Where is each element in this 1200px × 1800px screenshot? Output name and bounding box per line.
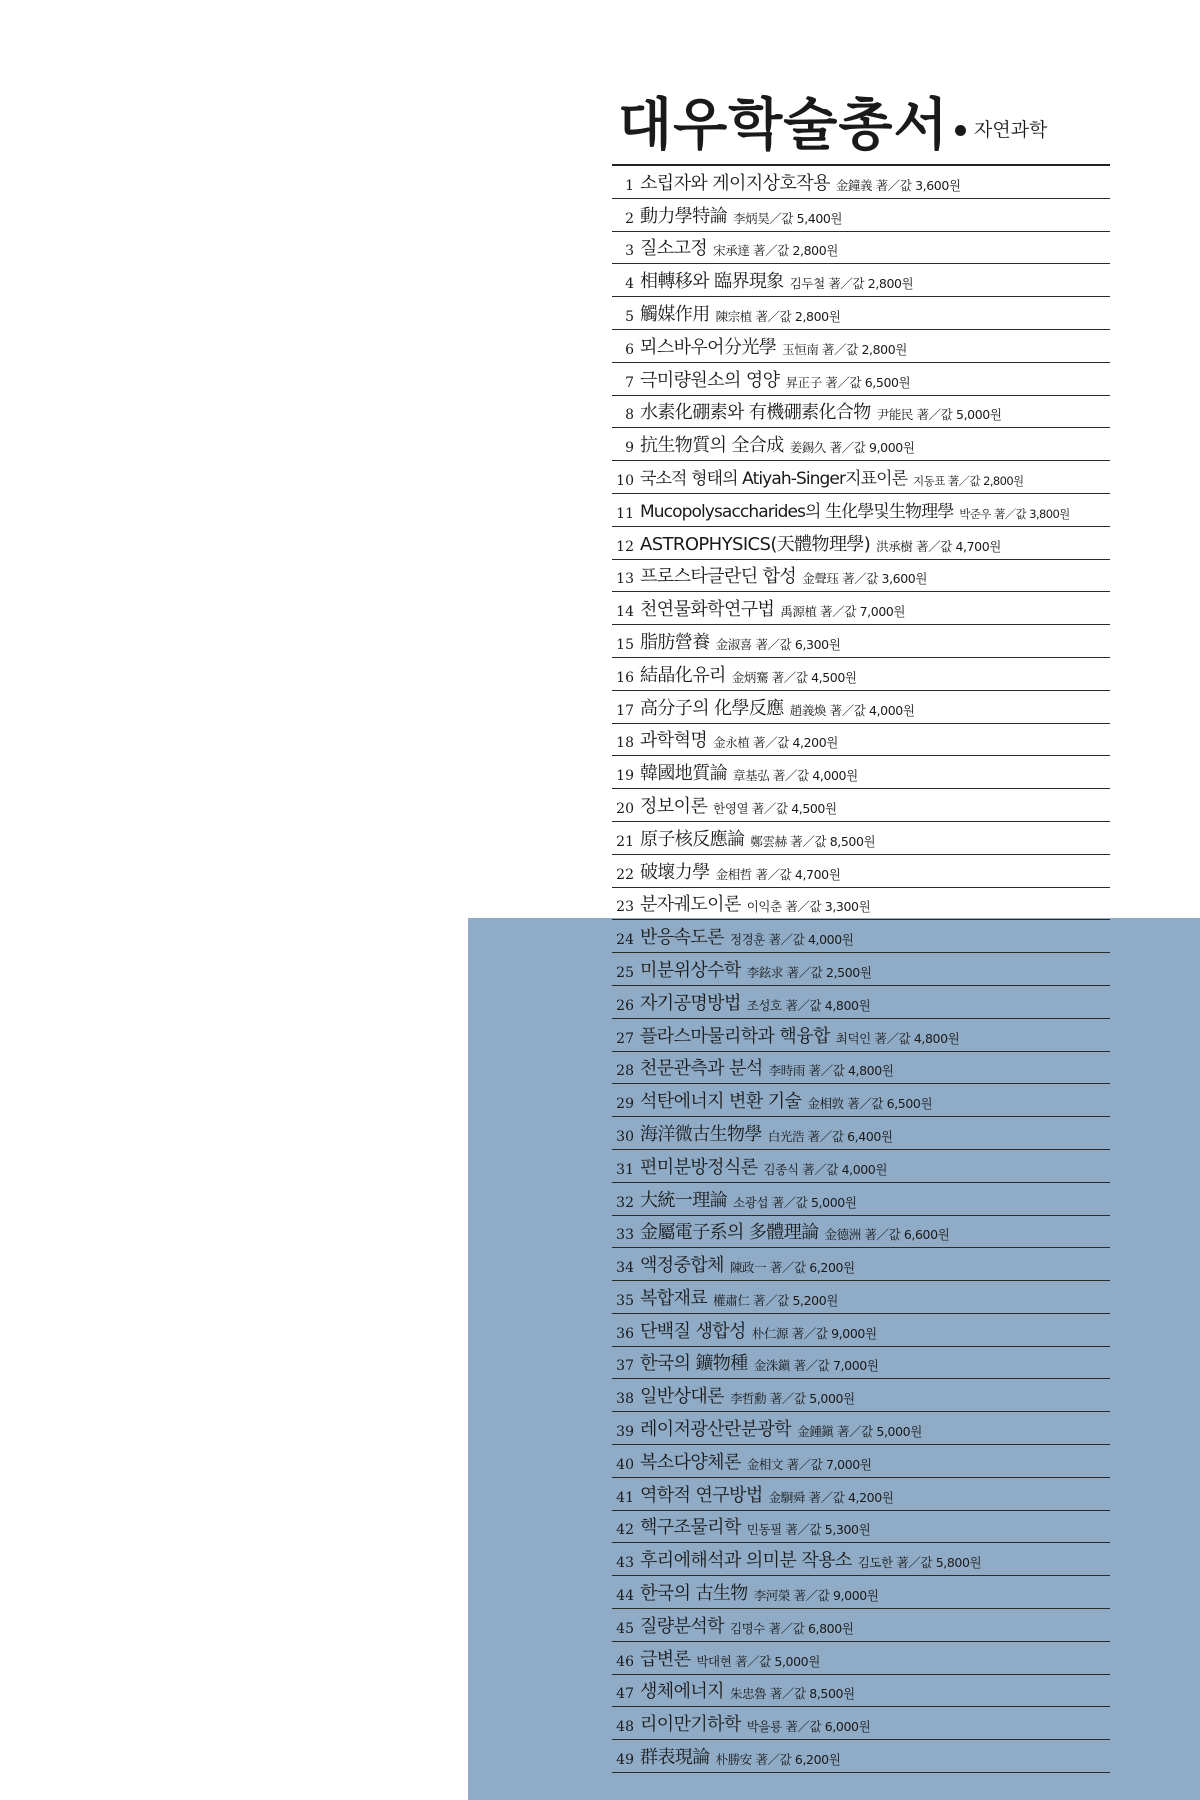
book-author-price: 지동표 著／값 2,800원	[913, 473, 1024, 488]
book-item-15	[612, 625, 1110, 658]
book-number: 26	[616, 997, 634, 1014]
book-author-price: 박준우 著／값 3,800원	[959, 506, 1070, 521]
book-title: 반응속도론	[640, 927, 724, 949]
book-author-price: 陳政一 著／값 6,200원	[729, 1260, 855, 1276]
book-title: ASTROPHYSICS(天體物理學)	[640, 533, 871, 555]
book-number: 12	[616, 538, 634, 555]
book-number: 34	[616, 1260, 634, 1277]
book-item-25	[612, 953, 1110, 986]
book-number: 42	[616, 1522, 634, 1539]
book-item-39	[612, 1412, 1110, 1445]
book-author-price: 金駉舜 著／값 4,200원	[768, 1489, 894, 1505]
book-title: 일반상대론	[640, 1386, 724, 1408]
book-author-price: 李哲勳 著／값 5,000원	[729, 1391, 855, 1407]
book-author-price: 洪承樹 著／값 4,700원	[876, 538, 1001, 554]
book-title: 觸媒作用	[640, 303, 710, 325]
book-item-44	[612, 1576, 1110, 1609]
book-item-13	[612, 560, 1110, 593]
book-title: 국소적 형태의 Atiyah-Singer지표이론	[640, 468, 908, 489]
book-item-7	[612, 363, 1110, 396]
book-title: 질소고정	[640, 238, 708, 260]
book-number: 22	[616, 866, 634, 883]
book-title: 급변론	[640, 1648, 691, 1670]
book-number: 30	[616, 1128, 634, 1145]
book-author-price: 박대현 著／값 5,000원	[696, 1653, 820, 1669]
book-number: 41	[616, 1489, 634, 1506]
book-number: 14	[616, 604, 634, 621]
book-number: 45	[616, 1620, 634, 1637]
book-title: 한국의 古生物	[640, 1583, 748, 1605]
book-title: 복소다양체론	[640, 1451, 741, 1473]
book-author-price: 宋承達 著／값 2,800원	[713, 243, 838, 259]
book-author-price: 김두철 著／값 2,800원	[789, 276, 914, 292]
book-author-price: 김도한 著／값 5,800원	[857, 1555, 982, 1571]
book-title: Mucopolysaccharides의 生化學및生物理學	[640, 501, 954, 522]
book-number: 11	[616, 505, 634, 522]
book-item-6	[612, 330, 1110, 363]
book-author-price: 朴勝安 著／값 6,200원	[715, 1752, 841, 1768]
book-author-price: 金洙鎭 著／값 7,000원	[753, 1358, 879, 1374]
book-title: 복합재료	[640, 1287, 708, 1309]
book-item-35	[612, 1281, 1110, 1314]
book-item-29	[612, 1084, 1110, 1117]
book-title: 천문관측과 분석	[640, 1058, 763, 1080]
book-item-2	[612, 199, 1110, 232]
book-author-price: 鄭雲赫 著／값 8,500원	[750, 833, 876, 849]
book-author-price: 金鍾鎭 著／값 5,000원	[797, 1424, 922, 1440]
book-item-49	[612, 1740, 1110, 1773]
book-author-price: 禹源植 著／값 7,000원	[780, 604, 906, 620]
book-item-5	[612, 297, 1110, 330]
book-title: 극미량원소의 영양	[640, 369, 780, 391]
book-item-1	[612, 166, 1110, 199]
book-title: 천연물화학연구법	[640, 599, 775, 621]
book-number: 46	[616, 1653, 634, 1670]
book-author-price: 金淑喜 著／값 6,300원	[715, 636, 841, 652]
book-number: 1	[625, 177, 634, 194]
book-item-9	[612, 428, 1110, 461]
book-number: 39	[616, 1424, 634, 1441]
book-number: 38	[616, 1391, 634, 1408]
book-number: 9	[625, 440, 634, 457]
book-number: 44	[616, 1588, 634, 1605]
book-item-37	[612, 1347, 1110, 1380]
book-item-47	[612, 1675, 1110, 1708]
book-number: 3	[625, 243, 634, 260]
book-number: 19	[616, 768, 634, 785]
book-author-price: 金鐘義 著／값 3,600원	[835, 177, 961, 193]
book-number: 28	[616, 1063, 634, 1080]
book-item-10	[612, 461, 1110, 494]
book-author-price: 金相敦 著／값 6,500원	[807, 1096, 933, 1112]
book-item-23	[612, 888, 1110, 921]
book-list	[612, 166, 1110, 1773]
book-author-price: 이익춘 著／값 3,300원	[746, 899, 871, 915]
book-number: 27	[616, 1030, 634, 1047]
book-author-price: 조성호 著／값 4,800원	[746, 997, 871, 1013]
book-author-price: 白光浩 著／값 6,400원	[767, 1128, 893, 1144]
book-author-price: 陳宗植 著／값 2,800원	[715, 308, 841, 324]
book-item-22	[612, 855, 1110, 888]
book-title: 레이저광산란분광학	[640, 1419, 792, 1441]
book-author-price: 金德洲 著／값 6,600원	[824, 1227, 950, 1243]
book-title: 생체에너지	[640, 1681, 724, 1703]
book-author-price: 姜錫久 著／값 9,000원	[789, 440, 915, 456]
book-item-26	[612, 986, 1110, 1019]
book-title: 破壞力學	[640, 861, 710, 883]
book-title: 高分子의 化學反應	[640, 697, 784, 719]
book-item-21	[612, 822, 1110, 855]
book-title: 水素化硼素와 有機硼素化合物	[640, 402, 871, 424]
book-item-8	[612, 396, 1110, 429]
book-title: 분자궤도이론	[640, 894, 741, 916]
book-item-36	[612, 1314, 1110, 1347]
book-author-price: 李鉉求 著／값 2,500원	[746, 964, 872, 980]
book-title: 韓國地質論	[640, 763, 727, 785]
book-number: 47	[616, 1686, 634, 1703]
book-item-48	[612, 1707, 1110, 1740]
book-item-32	[612, 1183, 1110, 1216]
book-title: 후리에해석과 의미분 작용소	[640, 1550, 852, 1572]
book-author-price: 金聲珏 著／값 3,600원	[802, 571, 928, 587]
book-item-20	[612, 789, 1110, 822]
book-title: 한국의 鑛物種	[640, 1353, 748, 1375]
book-number: 24	[616, 932, 634, 949]
book-title: 結晶化유리	[640, 664, 726, 686]
book-title: 脂肪營養	[640, 631, 710, 653]
book-title: 미분위상수학	[640, 959, 741, 981]
book-author-price: 김종식 著／값 4,000원	[763, 1161, 888, 1177]
book-author-price: 朴仁源 著／값 9,000원	[751, 1325, 877, 1341]
book-number: 2	[625, 210, 634, 227]
book-item-17	[612, 691, 1110, 724]
book-number: 21	[616, 833, 634, 850]
book-title: 단백질 생합성	[640, 1320, 746, 1342]
book-author-price: 趙義煥 著／값 4,000원	[789, 702, 915, 718]
book-number: 35	[616, 1292, 634, 1309]
book-item-28	[612, 1052, 1110, 1085]
book-item-3	[612, 232, 1110, 265]
book-number: 4	[625, 276, 634, 293]
book-author-price: 章基弘 著／값 4,000원	[733, 768, 858, 784]
book-item-38	[612, 1379, 1110, 1412]
book-author-price: 최덕인 著／값 4,800원	[835, 1030, 960, 1046]
book-number: 20	[616, 800, 634, 817]
book-item-33	[612, 1216, 1110, 1249]
book-title: 역학적 연구방법	[640, 1484, 763, 1506]
book-title: 정보이론	[640, 795, 708, 817]
book-number: 13	[616, 571, 634, 588]
book-title: 原子核反應論	[640, 828, 745, 850]
book-author-price: 김명수 著／값 6,800원	[729, 1620, 854, 1636]
book-title: 群表現論	[640, 1747, 710, 1769]
book-author-price: 昇正子 著／값 6,500원	[785, 374, 911, 390]
book-item-46	[612, 1642, 1110, 1675]
book-item-24	[612, 920, 1110, 953]
book-number: 49	[616, 1752, 634, 1769]
series-title: 대우학술총서	[618, 92, 949, 158]
book-number: 33	[616, 1227, 634, 1244]
book-title: 프로스타글란딘 합성	[640, 566, 797, 588]
book-title: 相轉移와 臨界現象	[640, 271, 784, 293]
book-number: 29	[616, 1096, 634, 1113]
book-item-14	[612, 592, 1110, 625]
book-item-45	[612, 1609, 1110, 1642]
category-label	[955, 118, 1047, 142]
book-title: 뫼스바우어分光學	[640, 336, 777, 358]
book-author-price: 소광섭 著／값 5,000원	[733, 1194, 857, 1210]
book-author-price: 李河榮 著／값 9,000원	[753, 1588, 879, 1604]
book-item-31	[612, 1150, 1110, 1183]
book-number: 23	[616, 899, 634, 916]
book-number: 25	[616, 964, 634, 981]
book-author-price: 金相文 著／값 7,000원	[746, 1456, 872, 1472]
book-number: 16	[616, 669, 634, 686]
book-number: 37	[616, 1358, 634, 1375]
category-subtitle: 자연과학	[974, 119, 1048, 141]
book-author-price: 朱忠魯 著／값 8,500원	[729, 1686, 855, 1702]
book-author-price: 李時雨 著／값 4,800원	[768, 1063, 894, 1079]
book-number: 15	[616, 636, 634, 653]
book-number: 8	[625, 407, 634, 424]
book-item-40	[612, 1445, 1110, 1478]
book-title: 편미분방정식론	[640, 1156, 758, 1178]
book-item-27	[612, 1019, 1110, 1052]
book-author-price: 金炳騫 著／값 4,500원	[731, 669, 857, 685]
book-author-price: 李炳昊／값 5,400원	[733, 210, 843, 226]
book-title: 海洋微古生物學	[640, 1123, 762, 1145]
book-number: 36	[616, 1325, 634, 1342]
book-number: 7	[625, 374, 634, 391]
book-title: 리이만기하학	[640, 1714, 741, 1736]
book-title: 액정중합체	[640, 1255, 724, 1277]
book-item-19	[612, 756, 1110, 789]
book-item-18	[612, 724, 1110, 757]
book-number: 17	[616, 702, 634, 719]
book-author-price: 金永植 著／값 4,200원	[713, 735, 838, 751]
book-author-price: 민동필 著／값 5,300원	[746, 1522, 871, 1538]
book-number: 6	[625, 341, 634, 358]
book-title: 자기공명방법	[640, 992, 741, 1014]
bullet-icon	[955, 125, 966, 136]
book-number: 40	[616, 1456, 634, 1473]
book-number: 18	[616, 735, 634, 752]
book-title: 抗生物質의 全合成	[640, 435, 784, 457]
book-author-price: 權肅仁 著／값 5,200원	[713, 1292, 838, 1308]
book-author-price: 玉恒南 著／값 2,800원	[782, 341, 907, 357]
book-author-price: 한영열 著／값 4,500원	[713, 800, 837, 816]
book-item-11	[612, 494, 1110, 527]
book-item-43	[612, 1543, 1110, 1576]
book-number: 32	[616, 1194, 634, 1211]
series-header	[618, 92, 1110, 162]
book-title: 석탄에너지 변환 기술	[640, 1091, 802, 1113]
book-number: 43	[616, 1555, 634, 1572]
book-title: 金屬電子系의 多體理論	[640, 1222, 819, 1244]
book-number: 10	[616, 472, 634, 489]
book-title: 플라스마물리학과 핵융합	[640, 1025, 830, 1047]
book-title: 소립자와 게이지상호작용	[640, 172, 830, 194]
book-number: 31	[616, 1161, 634, 1178]
book-number: 5	[625, 308, 634, 325]
book-item-42	[612, 1511, 1110, 1544]
book-title: 질량분석학	[640, 1615, 724, 1637]
book-item-4	[612, 264, 1110, 297]
book-title: 핵구조물리학	[640, 1517, 741, 1539]
book-item-34	[612, 1248, 1110, 1281]
book-item-30	[612, 1117, 1110, 1150]
book-number: 48	[616, 1719, 634, 1736]
book-title: 과학혁명	[640, 730, 708, 752]
book-author-price: 金相哲 著／값 4,700원	[715, 866, 841, 882]
book-title: 大統一理論	[640, 1189, 727, 1211]
book-author-price: 정경훈 著／값 4,000원	[729, 932, 854, 948]
book-item-41	[612, 1478, 1110, 1511]
book-author-price: 尹能民 著／값 5,000원	[876, 407, 1002, 423]
book-author-price: 박을룡 著／값 6,000원	[746, 1719, 871, 1735]
book-item-16	[612, 658, 1110, 691]
book-item-12	[612, 527, 1110, 560]
book-title: 動力學特論	[640, 205, 727, 227]
